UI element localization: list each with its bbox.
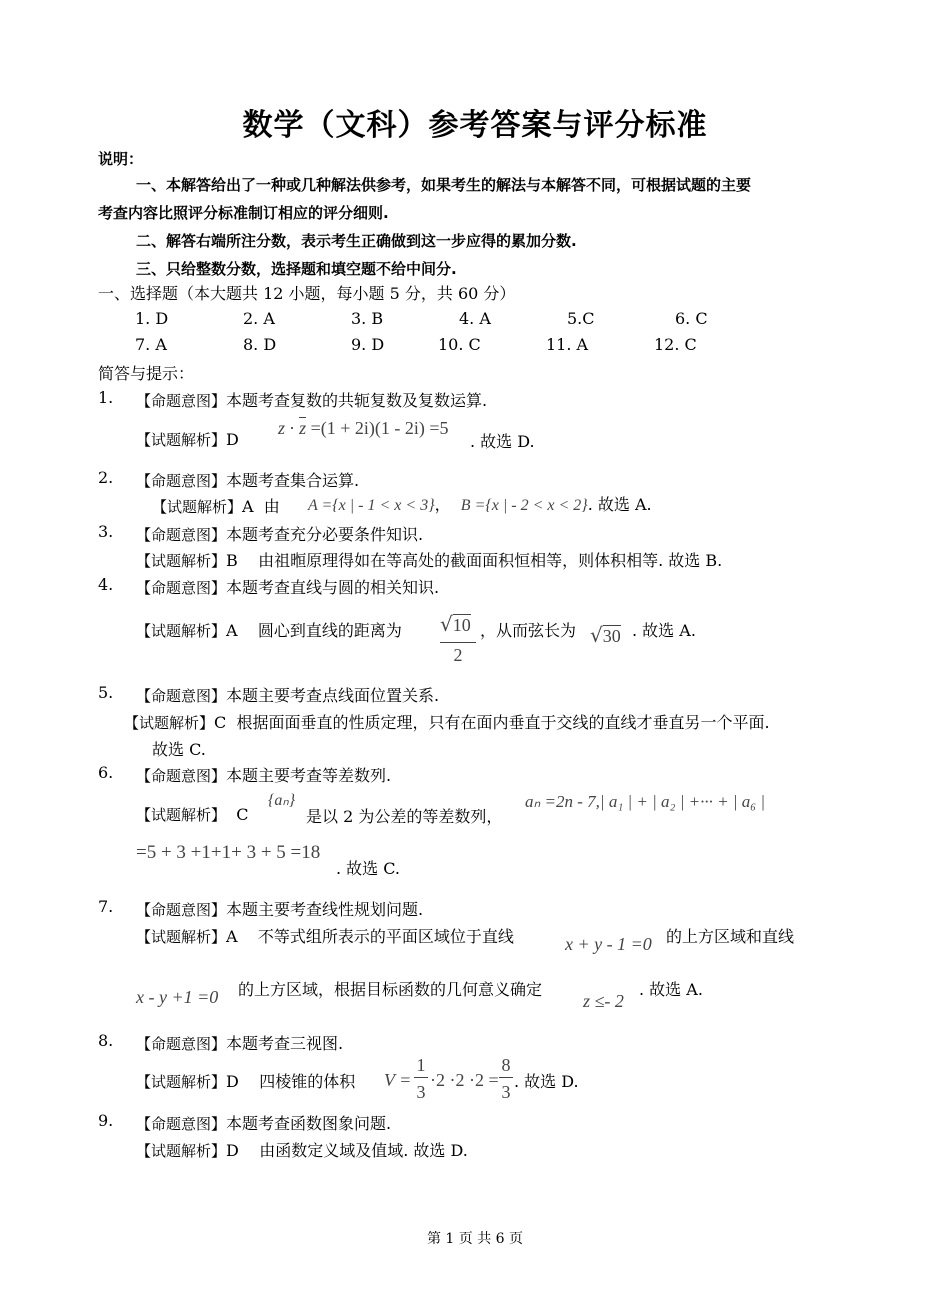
q8-product: ·2 ·2 ·2 =: [430, 1070, 499, 1090]
q7-number: 7.: [98, 897, 114, 916]
q2-formula: A ={x | - 1 < x < 3}， B ={x | - 2 < x < 2}. 故选 A.: [308, 495, 652, 514]
hints-heading: 简答与提示：: [98, 364, 195, 383]
note-1a: 一、本解答给出了一种或几种解法供参考，如果考生的解法与本解答不同，可根据试题的主要: [136, 176, 752, 194]
q8-number: 8.: [98, 1031, 114, 1050]
q3-analysis: 【试题解析】B 由祖暅原理得如在等高处的截面面积恒相等，则体积相等. 故选 B.: [136, 551, 723, 570]
q4-analysis: 【试题解析】A 圆心到直线的距离为: [136, 621, 402, 640]
note-1b: 考查内容比照评分标准制订相应的评分细则.: [98, 204, 389, 222]
q5-number: 5.: [98, 683, 114, 702]
q8-fraction-line-2: [499, 1077, 513, 1078]
answer-7: 7. A: [135, 335, 167, 354]
q6-intent: 【命题意图】本题主要考查等差数列.: [136, 766, 392, 785]
answer-8: 8. D: [243, 335, 277, 354]
answer-1: 1. D: [135, 309, 169, 328]
q2-number: 2.: [98, 468, 114, 487]
q8-intent: 【命题意图】本题考查三视图.: [136, 1034, 344, 1053]
q4-tail: . 故选 A.: [632, 621, 696, 640]
q5-intent: 【命题意图】本题主要考查点线面位置关系.: [136, 686, 440, 705]
q6-formula-2: =5 + 3 +1+1+ 3 + 5 =18: [136, 842, 321, 863]
q5-analysis: 【试题解析】C 根据面面垂直的性质定理，只有在面内垂直于交线的直线才垂直另一个平面.: [124, 713, 770, 732]
q9-intent: 【命题意图】本题考查函数图象问题.: [136, 1114, 392, 1133]
q4-denominator: 2: [453, 645, 463, 665]
q8-tail: . 故选 D.: [514, 1072, 579, 1091]
q7-text3: 的上方区域，根据目标函数的几何意义确定: [238, 980, 543, 999]
q6-text: 是以 2 为公差的等差数列，: [306, 807, 503, 826]
q1-analysis: 【试题解析】D: [136, 430, 239, 449]
q8-fraction-line-1: [414, 1077, 428, 1078]
q7-formula-1: x + y - 1 =0: [565, 934, 652, 954]
q3-number: 3.: [98, 522, 114, 541]
note-2: 二、解答右端所注分数，表示考生正确做到这一步应得的累加分数.: [136, 232, 577, 250]
answer-6: 6. C: [675, 309, 708, 328]
q9-number: 9.: [98, 1111, 114, 1130]
q8-numerator-2: 8: [501, 1055, 511, 1075]
notes-heading: 说明：: [98, 150, 144, 168]
q8-denominator-2: 3: [501, 1082, 511, 1102]
q7-intent: 【命题意图】本题主要考查线性规划问题.: [136, 900, 424, 919]
q4-number: 4.: [98, 575, 114, 594]
section-heading: 一、选择题（本大题共 12 小题，每小题 5 分，共 60 分）: [98, 284, 516, 303]
page-footer: 第 1 页 共 6 页: [426, 1231, 524, 1247]
answer-5: 5.C: [567, 309, 595, 328]
q4-text2: ，从而弦长为: [480, 621, 577, 640]
answer-3: 3. B: [351, 309, 384, 328]
q6-formula-1: aₙ =2n - 7,| a₁ | + | a₂ | +··· + | a₆ |: [525, 792, 766, 811]
q7-text2: 的上方区域和直线: [666, 927, 795, 946]
q5-tail: 故选 C.: [152, 740, 206, 759]
q7-analysis: 【试题解析】A 不等式组所表示的平面区域位于直线: [136, 927, 514, 946]
answer-11: 11. A: [546, 335, 589, 354]
q6-number: 6.: [98, 763, 114, 782]
q8-volume: V =: [384, 1070, 412, 1090]
answer-9: 9. D: [351, 335, 385, 354]
q4-sqrt-10: √10: [440, 612, 471, 636]
answer-2: 2. A: [243, 309, 275, 328]
q1-number: 1.: [98, 388, 114, 407]
q8-analysis: 【试题解析】D 四棱锥的体积: [136, 1072, 356, 1091]
q8-denominator-1: 3: [416, 1082, 426, 1102]
q1-formula: z · z =(1 + 2i)(1 - 2i) =5: [278, 418, 449, 438]
q6-tail: . 故选 C.: [336, 859, 401, 878]
q4-intent: 【命题意图】本题考查直线与圆的相关知识.: [136, 578, 440, 597]
note-3: 三、只给整数分数，选择题和填空题不给中间分.: [136, 260, 457, 278]
q2-intent: 【命题意图】本题考查集合运算.: [136, 471, 360, 490]
q1-intent: 【命题意图】本题考查复数的共轭复数及复数运算.: [136, 391, 488, 410]
answer-12: 12. C: [654, 335, 697, 354]
q3-intent: 【命题意图】本题考查充分必要条件知识.: [136, 525, 424, 544]
q6-sequence: {aₙ}: [268, 792, 296, 809]
q9-analysis: 【试题解析】D 由函数定义域及值域. 故选 D.: [136, 1141, 468, 1160]
q4-sqrt-30: √30: [590, 623, 621, 647]
q1-tail: . 故选 D.: [470, 432, 535, 451]
q6-analysis: 【试题解析】 C: [136, 805, 249, 824]
q2-analysis: 【试题解析】A 由: [152, 497, 280, 516]
answer-10: 10. C: [438, 335, 481, 354]
answer-4: 4. A: [459, 309, 491, 328]
q7-tail: . 故选 A.: [639, 980, 703, 999]
q7-formula-3: z ≤- 2: [583, 991, 624, 1011]
q4-fraction-line: [440, 642, 476, 643]
page-title: 数学（文科）参考答案与评分标准: [242, 108, 708, 143]
q7-formula-2: x - y +1 =0: [136, 987, 219, 1007]
q8-numerator-1: 1: [416, 1055, 426, 1075]
